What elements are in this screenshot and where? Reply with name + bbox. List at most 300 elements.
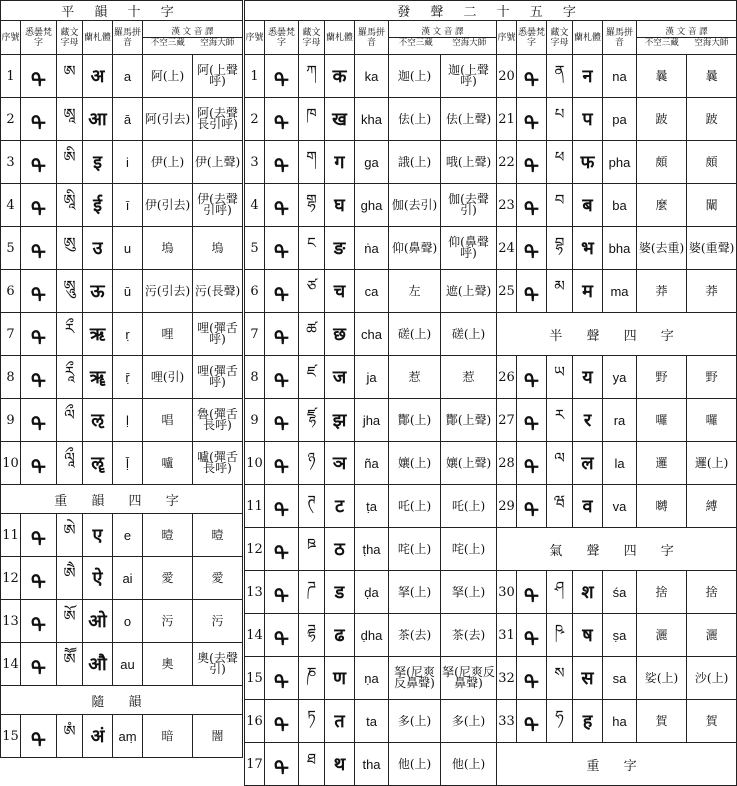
row-number: 7 xyxy=(245,313,265,356)
kukai-transliteration: 阿(上聲呼) xyxy=(193,55,243,98)
lanydza-letter: ऊ xyxy=(83,270,113,313)
lanydza-letter: ट xyxy=(325,485,355,528)
table-row xyxy=(1,313,243,356)
table-row xyxy=(245,700,737,743)
siddham-glyph: ᠲ xyxy=(517,614,547,657)
col-siddham-header: 悉曇梵字 xyxy=(21,21,57,55)
row-number: 27 xyxy=(497,399,517,442)
kukai-header: 空海大師 xyxy=(694,38,729,48)
bukong-transliteration: 惹 xyxy=(389,356,441,399)
row-number: 23 xyxy=(497,184,517,227)
col-roman-header: 羅馬拼音 xyxy=(355,21,389,55)
roman-transliteration: kha xyxy=(355,98,389,141)
vowels-table xyxy=(0,0,243,758)
table-row xyxy=(245,313,737,356)
roman-transliteration: ṛ xyxy=(113,313,143,356)
col-tibetan-header: 藏文字母 xyxy=(547,21,573,55)
siddham-glyph: ᠲ xyxy=(265,55,299,98)
table-row xyxy=(245,657,737,700)
tibetan-letter: ལ xyxy=(547,442,573,485)
tibetan-letter: བ xyxy=(547,184,573,227)
kukai-transliteration: 迦(上聲呼) xyxy=(441,55,497,98)
tibetan-letter: ཊ xyxy=(299,485,325,528)
kukai-transliteration: 莽 xyxy=(687,270,737,313)
lanydza-letter: ण xyxy=(325,657,355,700)
roman-transliteration: ū xyxy=(113,270,143,313)
lanydza-letter: ऌ xyxy=(83,399,113,442)
roman-transliteration: ī xyxy=(113,184,143,227)
roman-transliteration: ṭha xyxy=(355,528,389,571)
siddham-glyph: ᠲ xyxy=(265,141,299,184)
lanydza-letter: औ xyxy=(83,643,113,686)
kukai-transliteration: 塢 xyxy=(193,227,243,270)
kukai-transliteration: 闇 xyxy=(193,715,243,758)
row-number: 10 xyxy=(245,442,265,485)
lanydza-letter: ऋ xyxy=(83,313,113,356)
tibetan-letter: ཨི xyxy=(57,141,83,184)
bukong-transliteration: 他(上) xyxy=(389,743,441,786)
tibetan-letter: ཌ xyxy=(299,571,325,614)
kukai-transliteration: 捨 xyxy=(687,571,737,614)
lanydza-letter: य xyxy=(573,356,603,399)
siddham-glyph: ᠲ xyxy=(517,700,547,743)
tibetan-letter: ཉ xyxy=(299,442,325,485)
bukong-transliteration: 阿(引去) xyxy=(143,98,193,141)
row-number: 7 xyxy=(1,313,21,356)
bukong-transliteration: 伊(上) xyxy=(143,141,193,184)
col-chinese-header xyxy=(637,21,737,55)
siddham-glyph: ᠲ xyxy=(517,141,547,184)
tibetan-letter: ཡ xyxy=(547,356,573,399)
roman-transliteration: la xyxy=(603,442,637,485)
bukong-transliteration: 邏 xyxy=(637,442,687,485)
siddham-glyph: ᠲ xyxy=(517,55,547,98)
kukai-transliteration: 伊(上聲) xyxy=(193,141,243,184)
bukong-transliteration: 茶(去) xyxy=(389,614,441,657)
lanydza-letter: ए xyxy=(83,514,113,557)
lanydza-letter: इ xyxy=(83,141,113,184)
row-number: 14 xyxy=(245,614,265,657)
roman-transliteration: jha xyxy=(355,399,389,442)
bukong-transliteration: 莽 xyxy=(637,270,687,313)
roman-transliteration: va xyxy=(603,485,637,528)
kukai-transliteration: 磋(上) xyxy=(441,313,497,356)
lanydza-letter: उ xyxy=(83,227,113,270)
bukong-transliteration: 拏(上) xyxy=(389,571,441,614)
siddham-glyph: ᠲ xyxy=(21,141,57,184)
lanydza-letter: झ xyxy=(325,399,355,442)
table-row xyxy=(1,270,243,313)
kukai-transliteration: 吒(上) xyxy=(441,485,497,528)
lanydza-letter: थ xyxy=(325,743,355,786)
roman-transliteration: gha xyxy=(355,184,389,227)
table-row xyxy=(245,399,737,442)
table-row xyxy=(1,98,243,141)
kukai-transliteration: 跛 xyxy=(687,98,737,141)
tibetan-letter: མ xyxy=(547,270,573,313)
bukong-transliteration: 迦(上) xyxy=(389,55,441,98)
kukai-transliteration: 伽(去聲引) xyxy=(441,184,497,227)
siddham-glyph: ᠲ xyxy=(517,98,547,141)
row-number: 13 xyxy=(245,571,265,614)
tibetan-letter: ཨུ xyxy=(57,227,83,270)
table-row xyxy=(1,141,243,184)
siddham-glyph: ᠲ xyxy=(21,399,57,442)
lanydza-letter: ॡ xyxy=(83,442,113,485)
lanydza-letter: ज xyxy=(325,356,355,399)
col-chinese-header xyxy=(389,21,497,55)
table-row xyxy=(1,557,243,600)
table-row xyxy=(245,442,737,485)
table-row xyxy=(245,528,737,571)
kukai-transliteration: 縛 xyxy=(687,485,737,528)
lanydza-letter: ऐ xyxy=(83,557,113,600)
tibetan-letter: ཨཱ xyxy=(57,98,83,141)
row-number: 2 xyxy=(245,98,265,141)
lanydza-letter: ढ xyxy=(325,614,355,657)
table-row xyxy=(245,98,737,141)
tibetan-letter: ག xyxy=(299,141,325,184)
roman-transliteration: śa xyxy=(603,571,637,614)
row-number: 14 xyxy=(1,643,21,686)
row-number: 6 xyxy=(1,270,21,313)
section-anusvara xyxy=(1,686,243,715)
lanydza-letter: ठ xyxy=(325,528,355,571)
siddham-glyph: ᠲ xyxy=(21,184,57,227)
col-lanydza-header: 蘭札體 xyxy=(325,21,355,55)
tibetan-letter: གྷ xyxy=(299,184,325,227)
roman-transliteration: ai xyxy=(113,557,143,600)
row-number: 10 xyxy=(1,442,21,485)
tibetan-letter: ཨཻ xyxy=(57,557,83,600)
kukai-transliteration: 茶(去) xyxy=(441,614,497,657)
table-row xyxy=(1,399,243,442)
lanydza-letter: अ xyxy=(83,55,113,98)
kukai-transliteration: 哦(上聲) xyxy=(441,141,497,184)
row-number: 9 xyxy=(245,399,265,442)
row-number: 1 xyxy=(1,55,21,98)
siddham-glyph: ᠲ xyxy=(21,227,57,270)
tibetan-letter: ཙ xyxy=(299,270,325,313)
siddham-glyph: ᠲ xyxy=(21,442,57,485)
kukai-transliteration: 伊(去聲引呼) xyxy=(193,184,243,227)
kukai-transliteration: 曩 xyxy=(687,55,737,98)
roman-transliteration: ṅa xyxy=(355,227,389,270)
row-number: 24 xyxy=(497,227,517,270)
col-siddham-header: 悉曇梵字 xyxy=(517,21,547,55)
table-row xyxy=(245,227,737,270)
roman-transliteration: ha xyxy=(603,700,637,743)
bukong-transliteration: 曩 xyxy=(637,55,687,98)
lanydza-letter: न xyxy=(573,55,603,98)
kukai-transliteration: 污 xyxy=(193,600,243,643)
tibetan-letter: ཨ xyxy=(57,55,83,98)
tibetan-letter: རྀ xyxy=(57,313,83,356)
roman-transliteration: ā xyxy=(113,98,143,141)
bukong-transliteration: 捨 xyxy=(637,571,687,614)
table-row xyxy=(1,600,243,643)
bukong-transliteration: 污(引去) xyxy=(143,270,193,313)
siddham-glyph: ᠲ xyxy=(517,442,547,485)
row-number: 6 xyxy=(245,270,265,313)
siddham-glyph: ᠲ xyxy=(265,399,299,442)
kukai-transliteration: 多(上) xyxy=(441,700,497,743)
col-number-header: 序號 xyxy=(245,21,265,55)
bukong-transliteration: 賀 xyxy=(637,700,687,743)
row-number: 29 xyxy=(497,485,517,528)
siddham-glyph: ᠲ xyxy=(265,442,299,485)
row-number: 25 xyxy=(497,270,517,313)
tibetan-letter: ཀ xyxy=(299,55,325,98)
tibetan-letter: རཱྀ xyxy=(57,356,83,399)
bukong-transliteration: 污 xyxy=(143,600,193,643)
bukong-transliteration: 灑 xyxy=(637,614,687,657)
row-number: 4 xyxy=(245,184,265,227)
kukai-transliteration: 佉(上聲) xyxy=(441,98,497,141)
header-row xyxy=(245,21,737,55)
bukong-transliteration: 嚧 xyxy=(143,442,193,485)
kukai-transliteration: 仰(鼻聲呼) xyxy=(441,227,497,270)
tibetan-letter: ན xyxy=(547,55,573,98)
roman-transliteration: cha xyxy=(355,313,389,356)
header-row xyxy=(1,21,243,55)
tibetan-letter: ཛྷ xyxy=(299,399,325,442)
section-heavy-vowels-title: 重 韻 四 字 xyxy=(1,485,243,514)
table-row xyxy=(245,184,737,227)
tibetan-letter: ཨཱུ xyxy=(57,270,83,313)
bukong-transliteration: 酇(上) xyxy=(389,399,441,442)
bukong-transliteration: 暗 xyxy=(143,715,193,758)
bukong-transliteration: 伊(引去) xyxy=(143,184,193,227)
kukai-transliteration: 污(長聲) xyxy=(193,270,243,313)
bukong-transliteration: 娑(上) xyxy=(637,657,687,700)
bukong-transliteration: 愛 xyxy=(143,557,193,600)
bukong-transliteration: 多(上) xyxy=(389,700,441,743)
lanydza-letter: प xyxy=(573,98,603,141)
roman-transliteration: sa xyxy=(603,657,637,700)
bukong-transliteration: 奧 xyxy=(143,643,193,686)
table-row xyxy=(245,356,737,399)
tibetan-letter: ལྀ xyxy=(57,399,83,442)
siddham-glyph: ᠲ xyxy=(21,98,57,141)
col-number-header: 序號 xyxy=(1,21,21,55)
lanydza-letter: ॠ xyxy=(83,356,113,399)
siddham-glyph: ᠲ xyxy=(21,643,57,686)
siddham-glyph: ᠲ xyxy=(21,600,57,643)
roman-transliteration: ṇa xyxy=(355,657,389,700)
siddham-glyph: ᠲ xyxy=(517,657,547,700)
col-lanydza-header: 蘭札體 xyxy=(83,21,113,55)
lanydza-letter: च xyxy=(325,270,355,313)
section-semivowels-title: 半 聲 四 字 xyxy=(497,313,737,356)
siddham-glyph: ᠲ xyxy=(21,270,57,313)
kukai-transliteration: 曀 xyxy=(193,514,243,557)
row-number: 32 xyxy=(497,657,517,700)
siddham-glyph: ᠲ xyxy=(265,98,299,141)
table-row xyxy=(1,55,243,98)
bukong-transliteration: 吒(上) xyxy=(389,485,441,528)
roman-transliteration: u xyxy=(113,227,143,270)
kukai-transliteration: 惹 xyxy=(441,356,497,399)
siddham-glyph: ᠲ xyxy=(265,614,299,657)
row-number: 5 xyxy=(1,227,21,270)
kukai-transliteration: 拏(尼爽反鼻聲) xyxy=(441,657,497,700)
lanydza-letter: श xyxy=(573,571,603,614)
col-tibetan-header: 藏文字母 xyxy=(299,21,325,55)
roman-transliteration: au xyxy=(113,643,143,686)
kukai-transliteration: 他(上) xyxy=(441,743,497,786)
bukong-transliteration: 伽(去引) xyxy=(389,184,441,227)
roman-transliteration: ṣa xyxy=(603,614,637,657)
row-number: 12 xyxy=(245,528,265,571)
bukong-transliteration: 囉 xyxy=(637,399,687,442)
bukong-transliteration: 哩(引) xyxy=(143,356,193,399)
bukong-transliteration: 婆(去重) xyxy=(637,227,687,270)
tibetan-letter: ཛ xyxy=(299,356,325,399)
bukong-transliteration: 塢 xyxy=(143,227,193,270)
siddham-glyph: ᠲ xyxy=(21,313,57,356)
roman-transliteration: ma xyxy=(603,270,637,313)
roman-transliteration: ja xyxy=(355,356,389,399)
chinese-transliteration-header: 漢 文 音 譯 xyxy=(171,27,214,37)
bukong-transliteration: 佉(上) xyxy=(389,98,441,141)
lanydza-letter: त xyxy=(325,700,355,743)
tibetan-letter: ཤ xyxy=(547,571,573,614)
tibetan-letter: ཝ xyxy=(547,485,573,528)
kukai-transliteration: 奧(去聲引) xyxy=(193,643,243,686)
row-number: 3 xyxy=(1,141,21,184)
lanydza-letter: ई xyxy=(83,184,113,227)
tibetan-letter: ས xyxy=(547,657,573,700)
row-number: 31 xyxy=(497,614,517,657)
bukong-transliteration: 野 xyxy=(637,356,687,399)
lanydza-letter: ग xyxy=(325,141,355,184)
bukong-transliteration: 仰(鼻聲) xyxy=(389,227,441,270)
kukai-transliteration: 婆(重聲) xyxy=(687,227,737,270)
kukai-transliteration: 闡 xyxy=(687,184,737,227)
siddham-glyph: ᠲ xyxy=(265,528,299,571)
lanydza-letter: ष xyxy=(573,614,603,657)
row-number: 12 xyxy=(1,557,21,600)
bukong-transliteration: 拏(尼爽反鼻聲) xyxy=(389,657,441,700)
bukong-transliteration: 哩 xyxy=(143,313,193,356)
row-number: 1 xyxy=(245,55,265,98)
tibetan-letter: ཨཱི xyxy=(57,184,83,227)
row-number: 16 xyxy=(245,700,265,743)
col-roman-header: 羅馬拼音 xyxy=(113,21,143,55)
siddham-glyph: ᠲ xyxy=(265,485,299,528)
tibetan-letter: ཨོ xyxy=(57,600,83,643)
row-number: 3 xyxy=(245,141,265,184)
lanydza-letter: व xyxy=(573,485,603,528)
section-row xyxy=(245,1,737,21)
table-row xyxy=(1,715,243,758)
kukai-transliteration: 邏(上) xyxy=(687,442,737,485)
col-tibetan-header: 藏文字母 xyxy=(57,21,83,55)
lanydza-letter: ड xyxy=(325,571,355,614)
section-title-consonants: 發 聲 二 十 五 字 xyxy=(245,1,737,21)
row-number: 11 xyxy=(1,514,21,557)
lanydza-letter: आ xyxy=(83,98,113,141)
roman-transliteration: na xyxy=(603,55,637,98)
row-number: 15 xyxy=(245,657,265,700)
bukong-transliteration: 嚩 xyxy=(637,485,687,528)
roman-transliteration: ḍha xyxy=(355,614,389,657)
col-siddham-header: 悉曇梵字 xyxy=(265,21,299,55)
section-title-level-vowels: 平 韻 十 字 xyxy=(1,1,243,21)
roman-transliteration: ka xyxy=(355,55,389,98)
bukong-transliteration: 誐(上) xyxy=(389,141,441,184)
roman-transliteration: ya xyxy=(603,356,637,399)
roman-transliteration: tha xyxy=(355,743,389,786)
section-heavy-vowels xyxy=(1,485,243,514)
roman-transliteration: a xyxy=(113,55,143,98)
tibetan-letter: ཚ xyxy=(299,313,325,356)
bukong-transliteration: 磋(上) xyxy=(389,313,441,356)
kukai-header: 空海大師 xyxy=(200,38,235,48)
table-row xyxy=(1,227,243,270)
section-anusvara-title: 隨 韻 xyxy=(1,686,243,715)
col-number-header: 序號 xyxy=(497,21,517,55)
tibetan-letter: ཏ xyxy=(299,700,325,743)
siddham-glyph: ᠲ xyxy=(265,743,299,786)
siddham-glyph: ᠲ xyxy=(21,356,57,399)
col-roman-header: 羅馬拼音 xyxy=(603,21,637,55)
kukai-transliteration: 賀 xyxy=(687,700,737,743)
roman-transliteration: aṃ xyxy=(113,715,143,758)
lanydza-letter: स xyxy=(573,657,603,700)
table-row xyxy=(245,743,737,786)
chinese-transliteration-header: 漢 文 音 譯 xyxy=(665,27,708,37)
siddham-glyph: ᠲ xyxy=(21,55,57,98)
bukong-transliteration: 曀 xyxy=(143,514,193,557)
row-number: 28 xyxy=(497,442,517,485)
siddham-glyph: ᠲ xyxy=(21,514,57,557)
lanydza-letter: र xyxy=(573,399,603,442)
row-number: 5 xyxy=(245,227,265,270)
roman-transliteration: pa xyxy=(603,98,637,141)
kukai-header: 空海大師 xyxy=(452,38,487,48)
siddham-glyph: ᠲ xyxy=(265,356,299,399)
tibetan-letter: ང xyxy=(299,227,325,270)
roman-transliteration: ca xyxy=(355,270,389,313)
table-row xyxy=(245,571,737,614)
kukai-transliteration: 灑 xyxy=(687,614,737,657)
lanydza-letter: घ xyxy=(325,184,355,227)
table-row xyxy=(1,643,243,686)
row-number: 4 xyxy=(1,184,21,227)
bukong-transliteration: 咤(上) xyxy=(389,528,441,571)
lanydza-letter: ञ xyxy=(325,442,355,485)
lanydza-letter: ल xyxy=(573,442,603,485)
siddham-glyph: ᠲ xyxy=(265,700,299,743)
lanydza-letter: अं xyxy=(83,715,113,758)
section-heavy-letters-title: 重 字 xyxy=(497,743,737,786)
lanydza-letter: क xyxy=(325,55,355,98)
row-number: 2 xyxy=(1,98,21,141)
roman-transliteration: ga xyxy=(355,141,389,184)
table-row xyxy=(245,614,737,657)
row-number: 21 xyxy=(497,98,517,141)
siddham-glyph: ᠲ xyxy=(265,657,299,700)
row-number: 33 xyxy=(497,700,517,743)
section-row xyxy=(1,1,243,21)
roman-transliteration: ḷ xyxy=(113,399,143,442)
bukong-transliteration: 孃(上) xyxy=(389,442,441,485)
siddham-glyph: ᠲ xyxy=(517,184,547,227)
tibetan-letter: ར xyxy=(547,399,573,442)
tibetan-letter: ཎ xyxy=(299,657,325,700)
